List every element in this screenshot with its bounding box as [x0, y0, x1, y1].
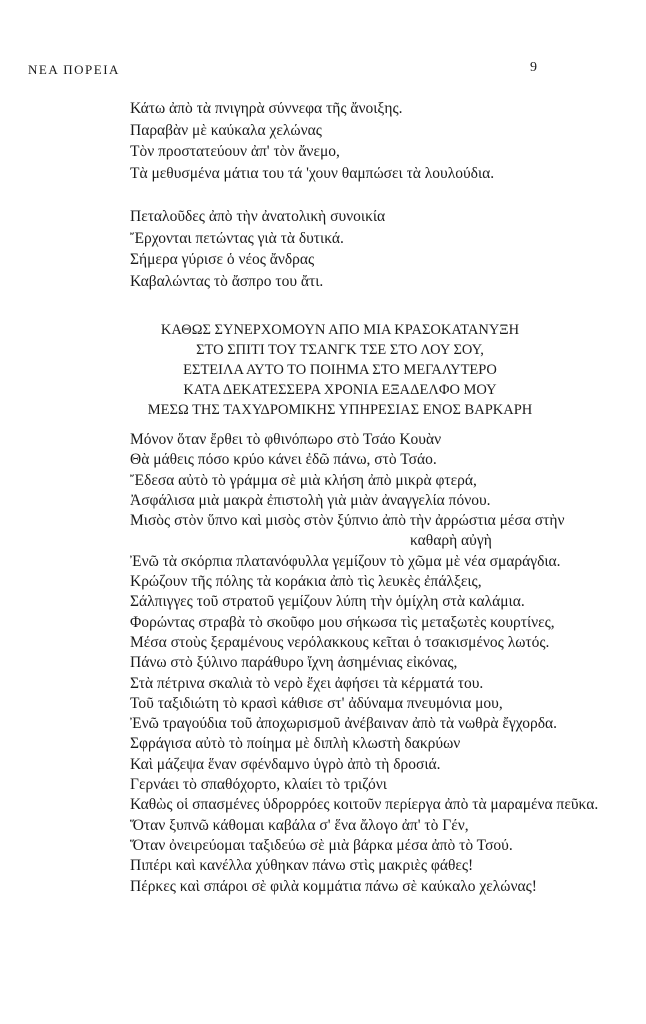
verse-line: Παραβὰν μὲ καύκαλα χελώνας [130, 121, 322, 139]
verse-line: Τοῦ ταξιδιώτη τὸ κρασὶ κάθισε στ' ἀδύναμα πνευμόνια μου, [130, 694, 503, 712]
poem-title-dedication [90, 320, 590, 420]
running-title: ΝΕΑ ΠΟΡΕΙΑ [28, 62, 120, 77]
verse-line-continuation: καθαρὴ αὐγὴ [410, 532, 492, 550]
stanza-2 [130, 206, 385, 292]
title-line: ΚΑΤΑ ΔΕΚΑΤΕΣΣΕΡΑ ΧΡΟΝΙΑ ΕΞΑΔΕΛΦΟ ΜΟΥ [183, 382, 497, 398]
verse-line: Κάτω ἀπὸ τὰ πνιγηρὰ σύννεφα τῆς ἄνοιξης. [130, 100, 403, 117]
title-line: ΕΣΤΕΙΛΑ ΑΥΤΟ ΤΟ ΠΟΙΗΜΑ ΣΤΟ ΜΕΓΑΛΥΤΕΡΟ [183, 362, 497, 378]
verse-line: Κρώζουν τῆς πόλης τὰ κοράκια ἀπὸ τὶς λευκὲς ἐπάλξεις, [130, 573, 482, 591]
stanza-1 [130, 98, 494, 184]
verse-line: Ἔδεσα αὐτὸ τὸ γράμμα σὲ μιὰ κλήση ἀπὸ μικρὰ φτερά, [130, 471, 477, 489]
verse-line: Μόνον ὅταν ἔρθει τὸ φθινόπωρο στὸ Τσάο Κουὰν [130, 431, 442, 448]
verse-line: Θὰ μάθεις πόσο κρύο κάνει ἐδῶ πάνω, στὸ Τσάο. [130, 451, 437, 469]
verse-line: Ἔρχονται πετώντας γιὰ τὰ δυτικά. [130, 229, 344, 247]
verse-line: Πέρκες καὶ σπάροι σὲ φιλὰ κομμάτια πάνω σὲ καύκαλο χελώνας! [130, 877, 537, 895]
page-number: 9 [530, 60, 537, 75]
verse-line: Καὶ μάζεψα ἕναν σφένδαμνο ὑγρὸ ἀπὸ τὴ δροσιά. [130, 755, 441, 773]
verse-line: Φορώντας στραβὰ τὸ σκοῦφο μου σήκωσα τὶς μεταξωτὲς κουρτίνες, [130, 613, 555, 631]
verse-line: Καθὼς οἱ σπασμένες ὑδρορρόες κοιτοῦν περίεργα ἀπὸ τὰ μαραμένα πεῦκα. [130, 796, 599, 814]
verse-line: Πιπέρι καὶ κανέλλα χύθηκαν πάνω στὶς μακριὲς φάθες! [130, 857, 474, 875]
verse-line: Ἐνῶ τραγούδια τοῦ ἀποχωρισμοῦ ἀνέβαιναν ἀπὸ τὰ νωθρὰ ἔγχορδα. [130, 715, 558, 733]
verse-line: Σήμερα γύρισε ὁ νέος ἄνδρας [130, 251, 315, 268]
verse-line: Γερνάει τὸ σπαθόχορτο, κλαίει τὸ τριζόνι [130, 776, 387, 794]
verse-line: Πεταλοῦδες ἀπὸ τὴν ἀνατολικὴ συνοικία [130, 208, 386, 225]
verse-line: Πάνω στὸ ξύλινο παράθυρο ἴχνη ἀσημένιας εἰκόνας, [130, 654, 458, 672]
verse-line: Ἀσφάλισα μιὰ μακρὰ ἐπιστολὴ γιὰ μιὰν ἀναγγελία πόνου. [130, 491, 491, 509]
poem-body [130, 430, 598, 897]
verse-line: Ὅταν ξυπνῶ κάθομαι καβάλα σ' ἕνα ἄλογο ἀπ' τὸ Γέν, [130, 816, 469, 834]
verse-line: Τὰ μεθυσμένα μάτια του τά 'χουν θαμπώσει τὰ λουλούδια. [130, 164, 495, 182]
verse-line: Μέσα στοὺς ξεραμένους νερόλακκους κεῖται ὁ τσακισμένος λωτός. [130, 633, 550, 651]
verse-line: Καβαλώντας τὸ ἄσπρο του ἄτι. [130, 272, 324, 290]
verse-line: Ὅταν ὀνειρεύομαι ταξιδεύω σὲ μιὰ βάρκα μέσα ἀπὸ τὸ Τσού. [130, 836, 513, 854]
title-line: ΚΑΘΩΣ ΣΥΝΕΡΧΟΜΟΥΝ ΑΠΟ ΜΙΑ ΚΡΑΣΟΚΑΤΑΝΥΞΗ [160, 322, 520, 338]
verse-line: Σάλπιγγες τοῦ στρατοῦ γεμίζουν λύπη τὴν ὁμίχλη στὰ καλάμια. [130, 593, 525, 611]
verse-line: Στὰ πέτρινα σκαλιὰ τὸ νερὸ ἔχει ἀφήσει τὰ κέρματά του. [130, 674, 484, 692]
title-line: ΣΤΟ ΣΠΙΤΙ ΤΟΥ ΤΣΑΝΓΚ ΤΣΕ ΣΤΟ ΛΟΥ ΣΟΥ, [196, 342, 484, 358]
verse-line: Σφράγισα αὐτὸ τὸ ποίημα μὲ διπλὴ κλωστὴ δακρύων [130, 735, 461, 753]
verse-line: Τὸν προστατεύουν ἀπ' τὸν ἄνεμο, [130, 143, 340, 160]
verse-line: Μισὸς στὸν ὕπνο καὶ μισὸς στὸν ξύπνιο ἀπὸ τὴν ἀρρώστια μέσα στὴν [130, 512, 565, 530]
title-line: ΜΕΣΩ ΤΗΣ ΤΑΧΥΔΡΟΜΙΚΗΣ ΥΠΗΡΕΣΙΑΣ ΕΝΟΣ ΒΑΡΚΑΡΗ [147, 402, 533, 418]
verse-line: Ἐνῶ τὰ σκόρπια πλατανόφυλλα γεμίζουν τὸ χῶμα μὲ νέα σμαράγδια. [130, 552, 561, 570]
